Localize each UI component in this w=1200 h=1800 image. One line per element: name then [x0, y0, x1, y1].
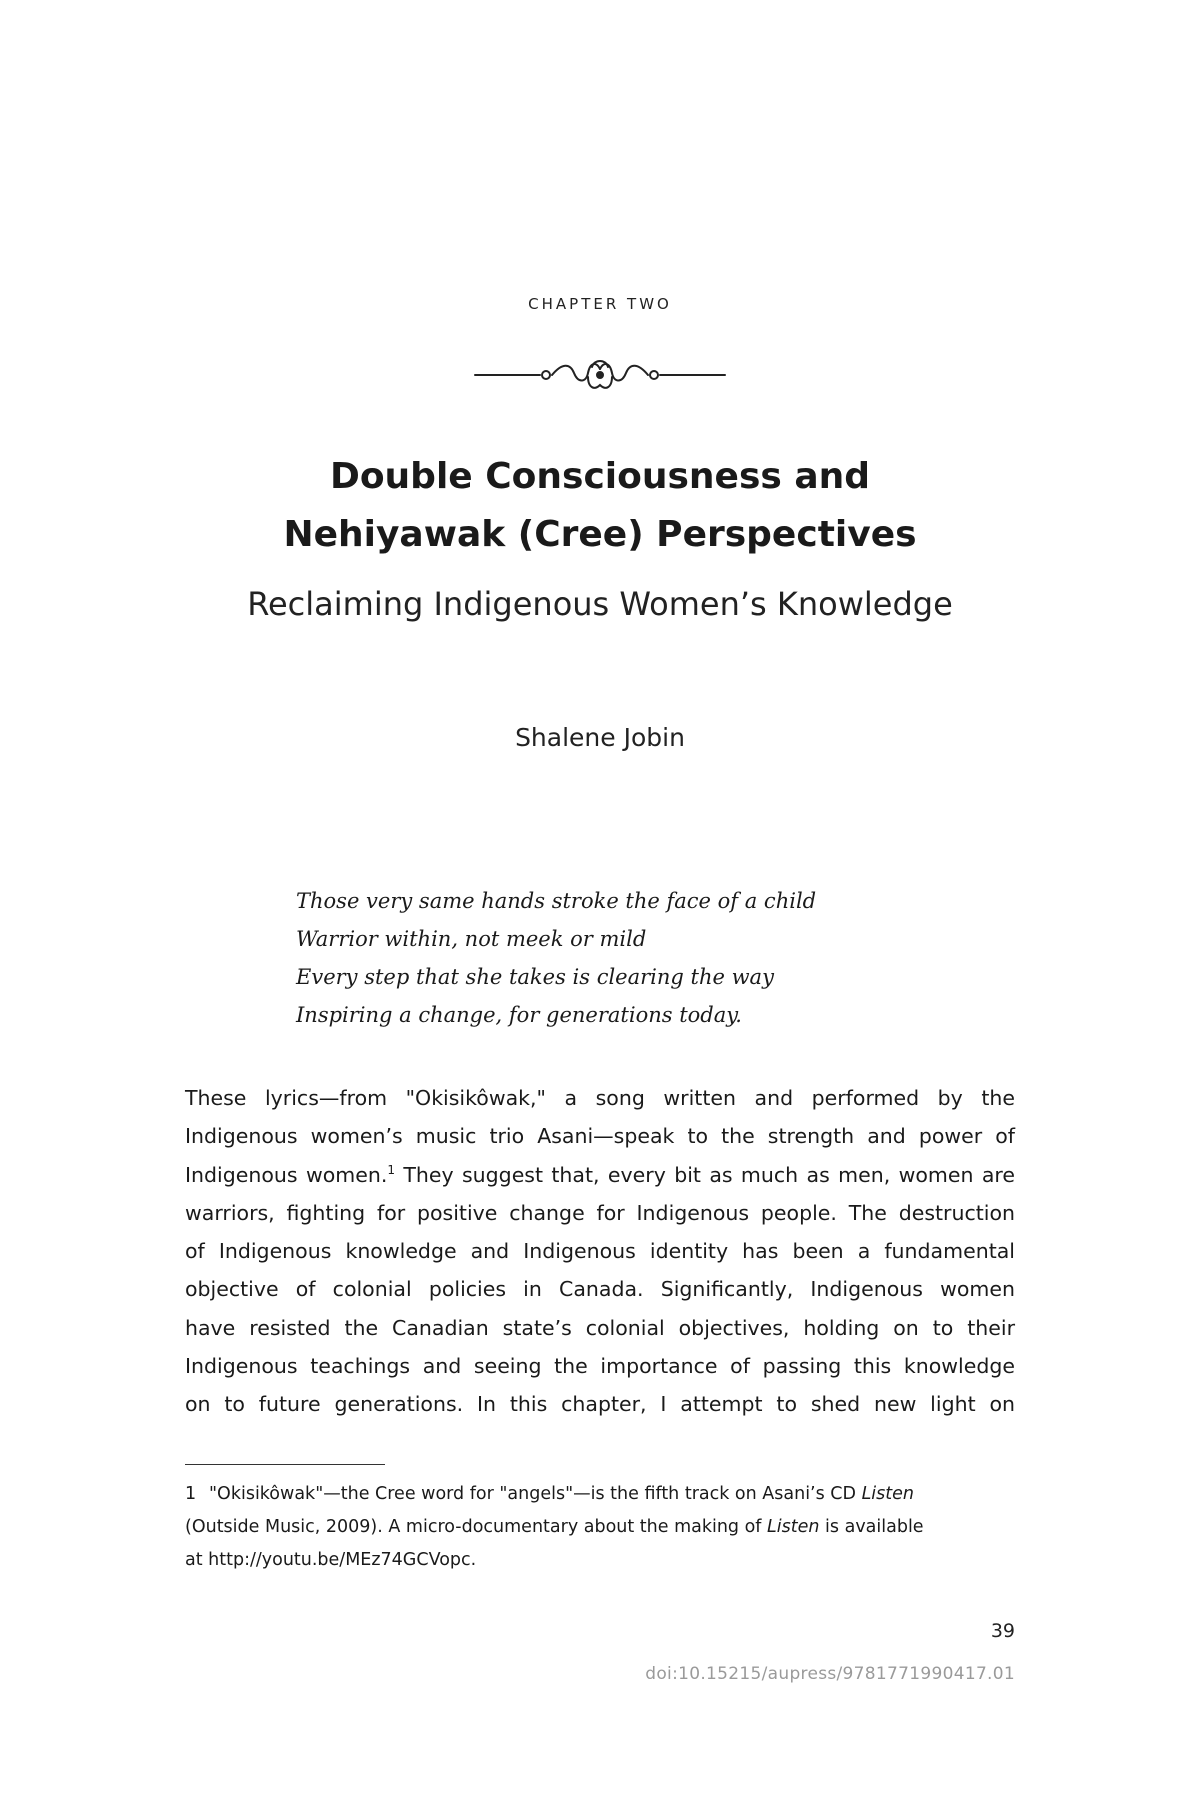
- epigraph-line: Warrior within, not meek or mild: [296, 927, 647, 951]
- chapter-title-line-1: Double Consciousness and: [329, 456, 871, 497]
- epigraph-line: Inspiring a change, for generations today.: [296, 1003, 742, 1027]
- footnote-line: (Outside Music, 2009). A micro-documentary about the making of Listen is available: [185, 1517, 924, 1537]
- body-line: These lyrics—from "Okisikôwak," a song written and performed by the: [185, 1086, 1015, 1110]
- ornament-divider-icon: [470, 355, 730, 395]
- footnote-line: at http://youtu.be/MEz74GCVopc.: [185, 1550, 477, 1570]
- chapter-title: [0, 448, 1200, 564]
- body-line: Indigenous women.$^1$ They suggest that, every bit as much as men, women are: [185, 1162, 1015, 1187]
- footnote-divider: [185, 1464, 385, 1465]
- body-line: Indigenous women’s music trio Asani—speak to the strength and power of: [185, 1124, 1015, 1149]
- author-name: Shalene Jobin: [515, 723, 685, 752]
- body-line: on to future generations. In this chapter, I attempt to shed new light on: [185, 1392, 1015, 1417]
- page-number: 39: [990, 1620, 1015, 1642]
- body-paragraph: [185, 1079, 1015, 1424]
- body-line: have resisted the Canadian state’s colonial objectives, holding on to their: [185, 1315, 1015, 1340]
- epigraph-line: Those very same hands stroke the face of a child: [296, 889, 817, 913]
- footnote-line: 1 "Okisikôwak"—the Cree word for "angels"—is the fifth track on Asani’s CD Listen: [185, 1478, 1015, 1511]
- chapter-title-line-2: Nehiyawak (Cree) Perspectives: [283, 514, 917, 555]
- body-line: of Indigenous knowledge and Indigenous identity has been a fundamental: [185, 1239, 1015, 1264]
- footnote-reference[interactable]: 1: [387, 1162, 395, 1177]
- footnote-number: 1: [185, 1484, 197, 1504]
- epigraph-line: Every step that she takes is clearing the way: [296, 965, 774, 989]
- body-line: objective of colonial policies in Canada. Significantly, Indigenous women: [185, 1277, 1015, 1302]
- footnote: [185, 1478, 1015, 1577]
- body-line: Indigenous teachings and seeing the importance of passing this knowledge: [185, 1354, 1015, 1379]
- chapter-label: CHAPTER TWO: [528, 295, 672, 313]
- epigraph: [296, 882, 1016, 1034]
- body-line: warriors, fighting for positive change for Indigenous people. The destruction: [185, 1200, 1015, 1225]
- doi-link[interactable]: doi:10.15215/aupress/9781771990417.01: [645, 1664, 1015, 1684]
- chapter-subtitle: Reclaiming Indigenous Women’s Knowledge: [247, 585, 953, 623]
